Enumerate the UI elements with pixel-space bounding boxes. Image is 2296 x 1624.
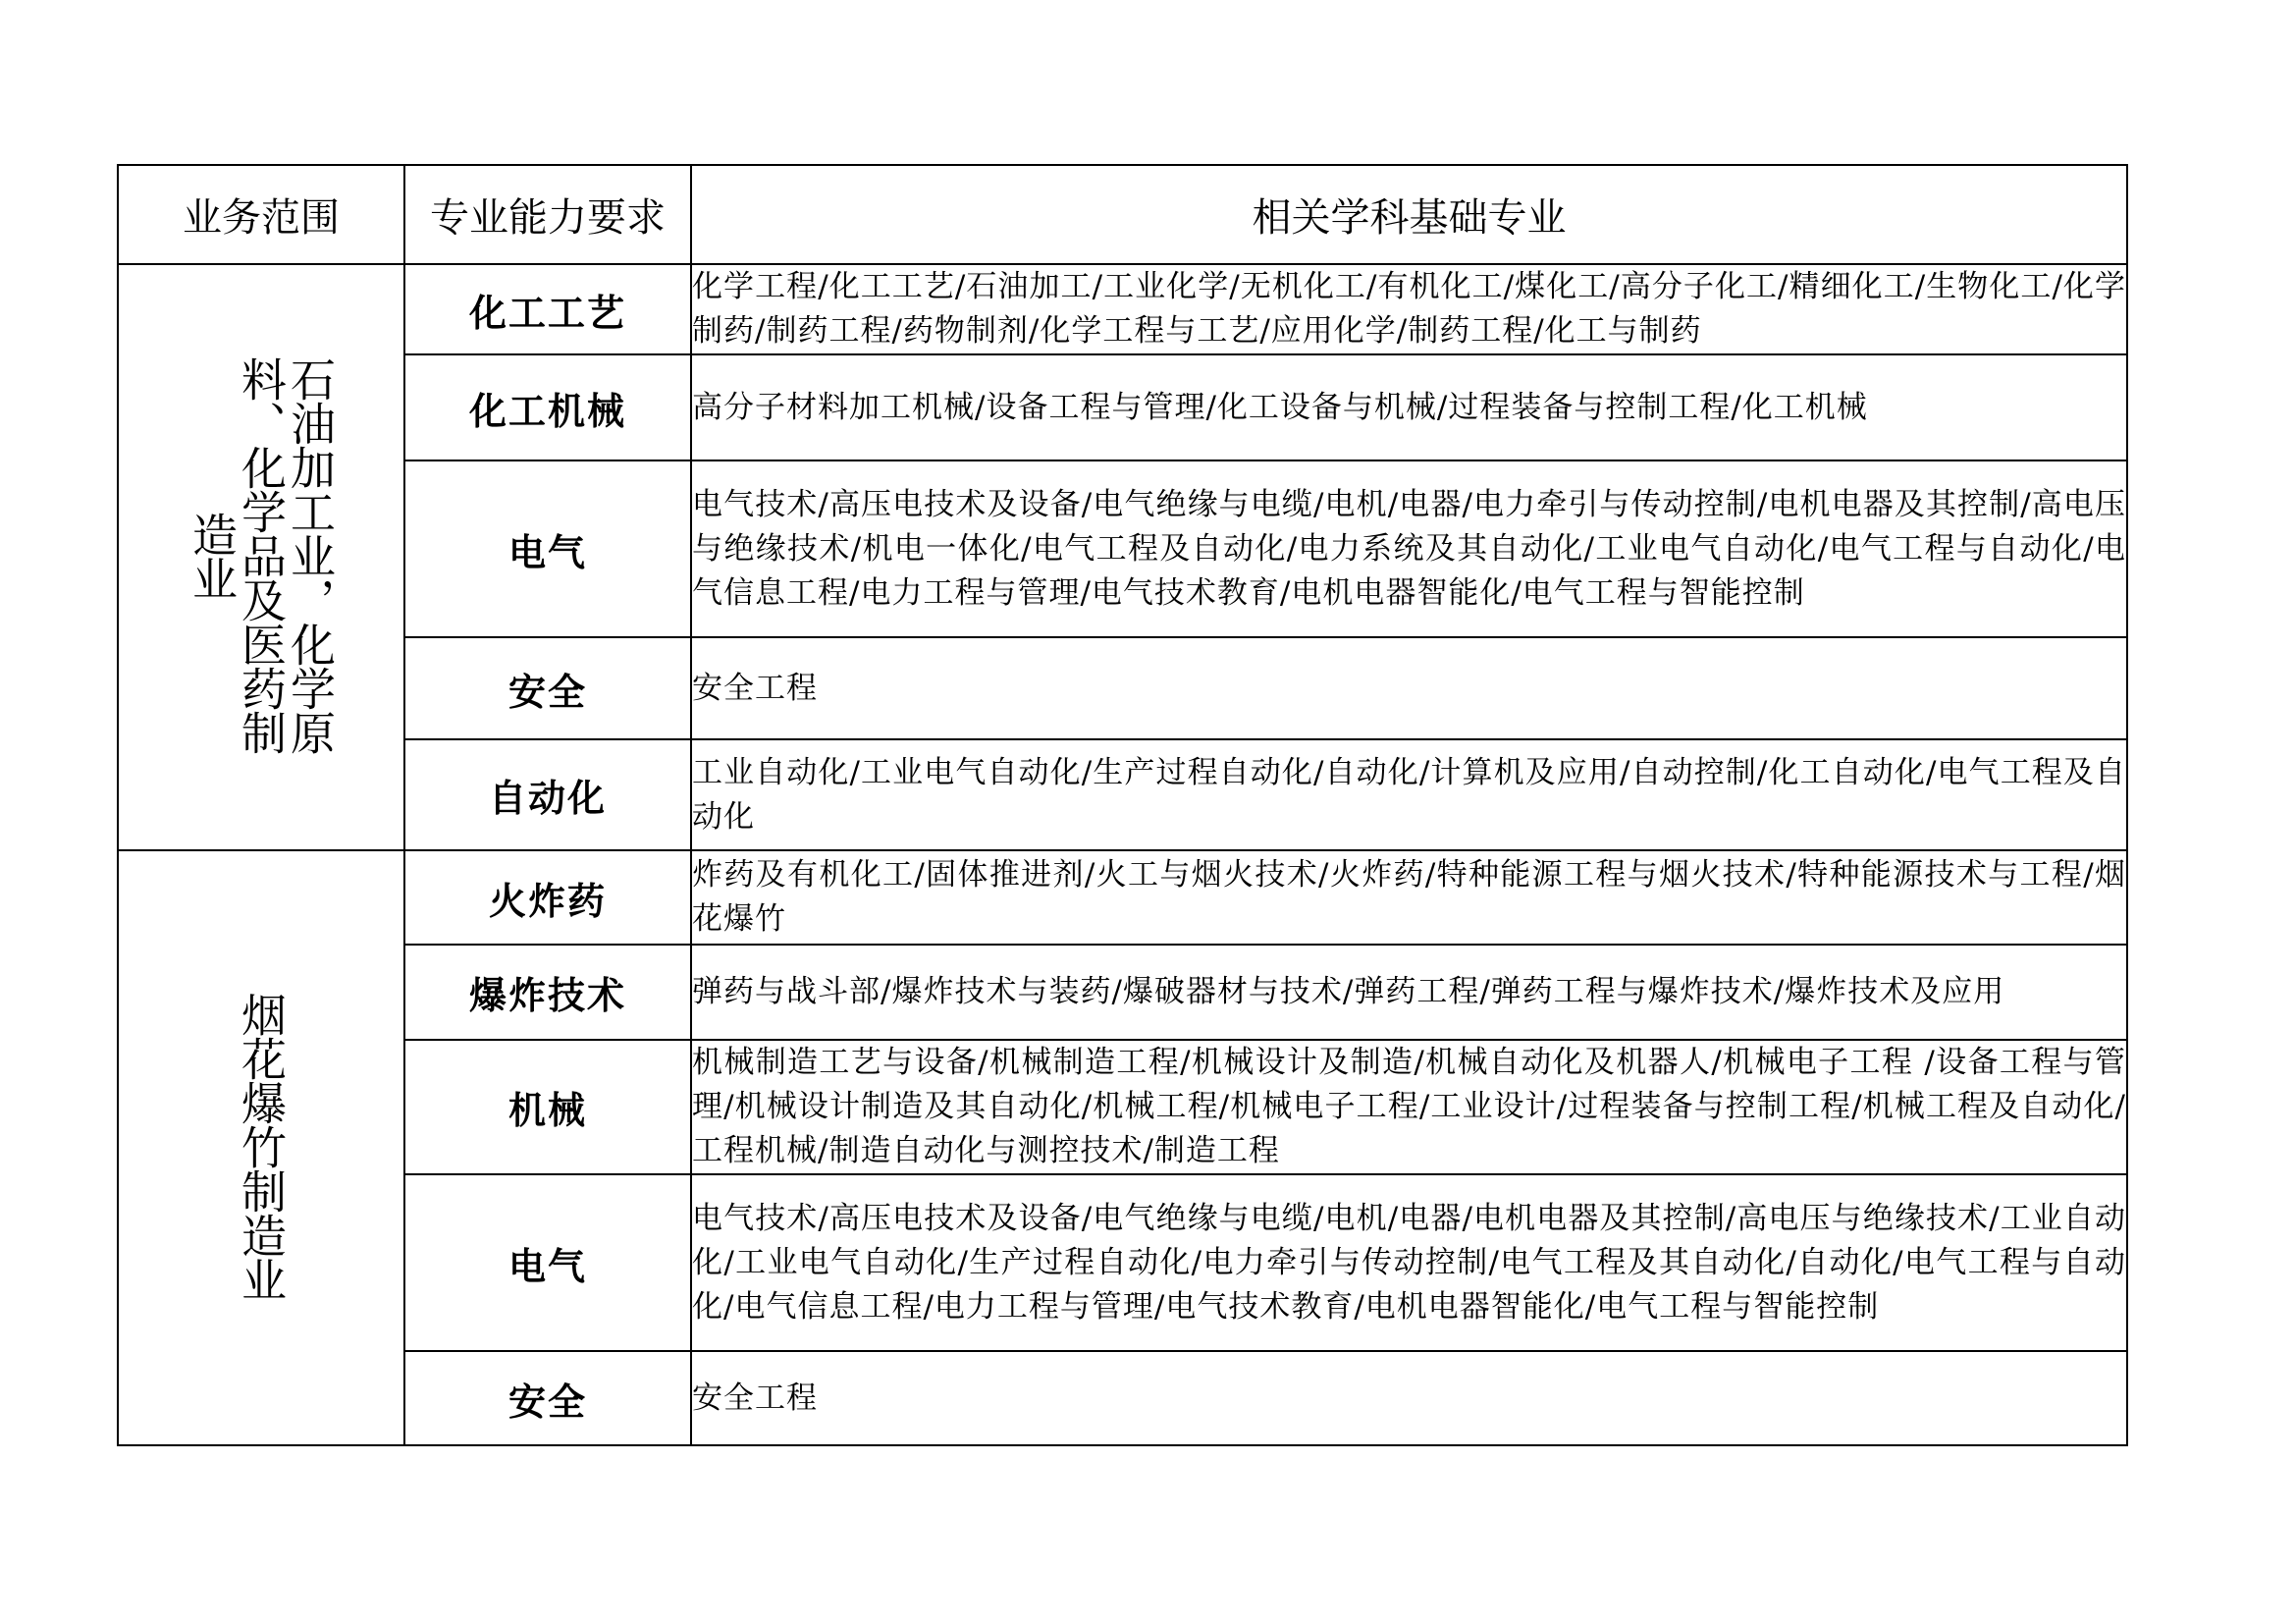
table-row (118, 460, 2127, 637)
majors-cell: 弹药与战斗部/爆炸技术与装药/爆破器材与技术/弹药工程/弹药工程与爆炸技术/爆炸技术及应用 (691, 945, 2127, 1040)
majors-cell: 工业自动化/工业电气自动化/生产过程自动化/自动化/计算机及应用/自动控制/化工自动化/电气工程及自动化 (691, 739, 2127, 850)
requirement-cell: 化工机械 (404, 354, 691, 460)
requirement-cell: 机械 (404, 1040, 691, 1174)
requirement-cell: 安全 (404, 1351, 691, 1445)
table-row (118, 637, 2127, 739)
requirement-cell: 自动化 (404, 739, 691, 850)
table-row (118, 354, 2127, 460)
major-requirements-table (117, 164, 2128, 1446)
majors-cell: 化学工程/化工工艺/石油加工/工业化学/无机化工/有机化工/煤化工/高分子化工/精细化工/生物化工/化学制药/制药工程/药物制剂/化学工程与工艺/应用化学/制药工程/化工与制药 (691, 264, 2127, 354)
requirement-cell: 化工工艺 (404, 264, 691, 354)
business-scope-label: 烟花爆竹制造业 (235, 991, 288, 1301)
table-row (118, 264, 2127, 354)
table-row (118, 850, 2127, 945)
table-row (118, 1040, 2127, 1174)
majors-cell: 炸药及有机化工/固体推进剂/火工与烟火技术/火炸药/特种能源工程与烟火技术/特种能源技术与工程/烟花爆竹 (691, 850, 2127, 945)
majors-cell: 高分子材料加工机械/设备工程与管理/化工设备与机械/过程装备与控制工程/化工机械 (691, 354, 2127, 460)
header-business-scope: 业务范围 (118, 165, 404, 264)
majors-cell: 安全工程 (691, 1351, 2127, 1445)
table-row (118, 739, 2127, 850)
table-row (118, 1351, 2127, 1445)
table-header-row (118, 165, 2127, 264)
majors-cell: 机械制造工艺与设备/机械制造工程/机械设计及制造/机械自动化及机器人/机械电子工程 /设备工程与管理/机械设计制造及其自动化/机械工程/机械电子工程/工业设计/过程装备与控制工程/机械工程及自动化/工程机械/制造自动化与测控技术/制造工程 (691, 1040, 2127, 1174)
business-scope-cell (118, 264, 404, 850)
requirement-cell: 爆炸技术 (404, 945, 691, 1040)
requirement-cell: 火炸药 (404, 850, 691, 945)
header-related-majors: 相关学科基础专业 (691, 165, 2127, 264)
header-ability-requirement: 专业能力要求 (404, 165, 691, 264)
requirement-cell: 电气 (404, 1174, 691, 1351)
table-row (118, 1174, 2127, 1351)
majors-cell: 安全工程 (691, 637, 2127, 739)
majors-cell: 电气技术/高压电技术及设备/电气绝缘与电缆/电机/电器/电机电器及其控制/高电压与绝缘技术/工业自动化/工业电气自动化/生产过程自动化/电力牵引与传动控制/电气工程及其自动化/自动化/电气工程与自动化/电气信息工程/电力工程与管理/电气技术教育/电机电器智能化/电气工程与智能控制 (691, 1174, 2127, 1351)
requirement-cell: 电气 (404, 460, 691, 637)
requirement-cell: 安全 (404, 637, 691, 739)
business-scope-cell (118, 850, 404, 1445)
majors-cell: 电气技术/高压电技术及设备/电气绝缘与电缆/电机/电器/电力牵引与传动控制/电机电器及其控制/高电压与绝缘技术/机电一体化/电气工程及自动化/电力系统及其自动化/工业电气自动化/电气工程与自动化/电气信息工程/电力工程与管理/电气技术教育/电机电器智能化/电气工程与智能控制 (691, 460, 2127, 637)
business-scope-label: 石油加工业，化学原料、化学品及医药制造业 (186, 356, 337, 754)
table-row (118, 945, 2127, 1040)
